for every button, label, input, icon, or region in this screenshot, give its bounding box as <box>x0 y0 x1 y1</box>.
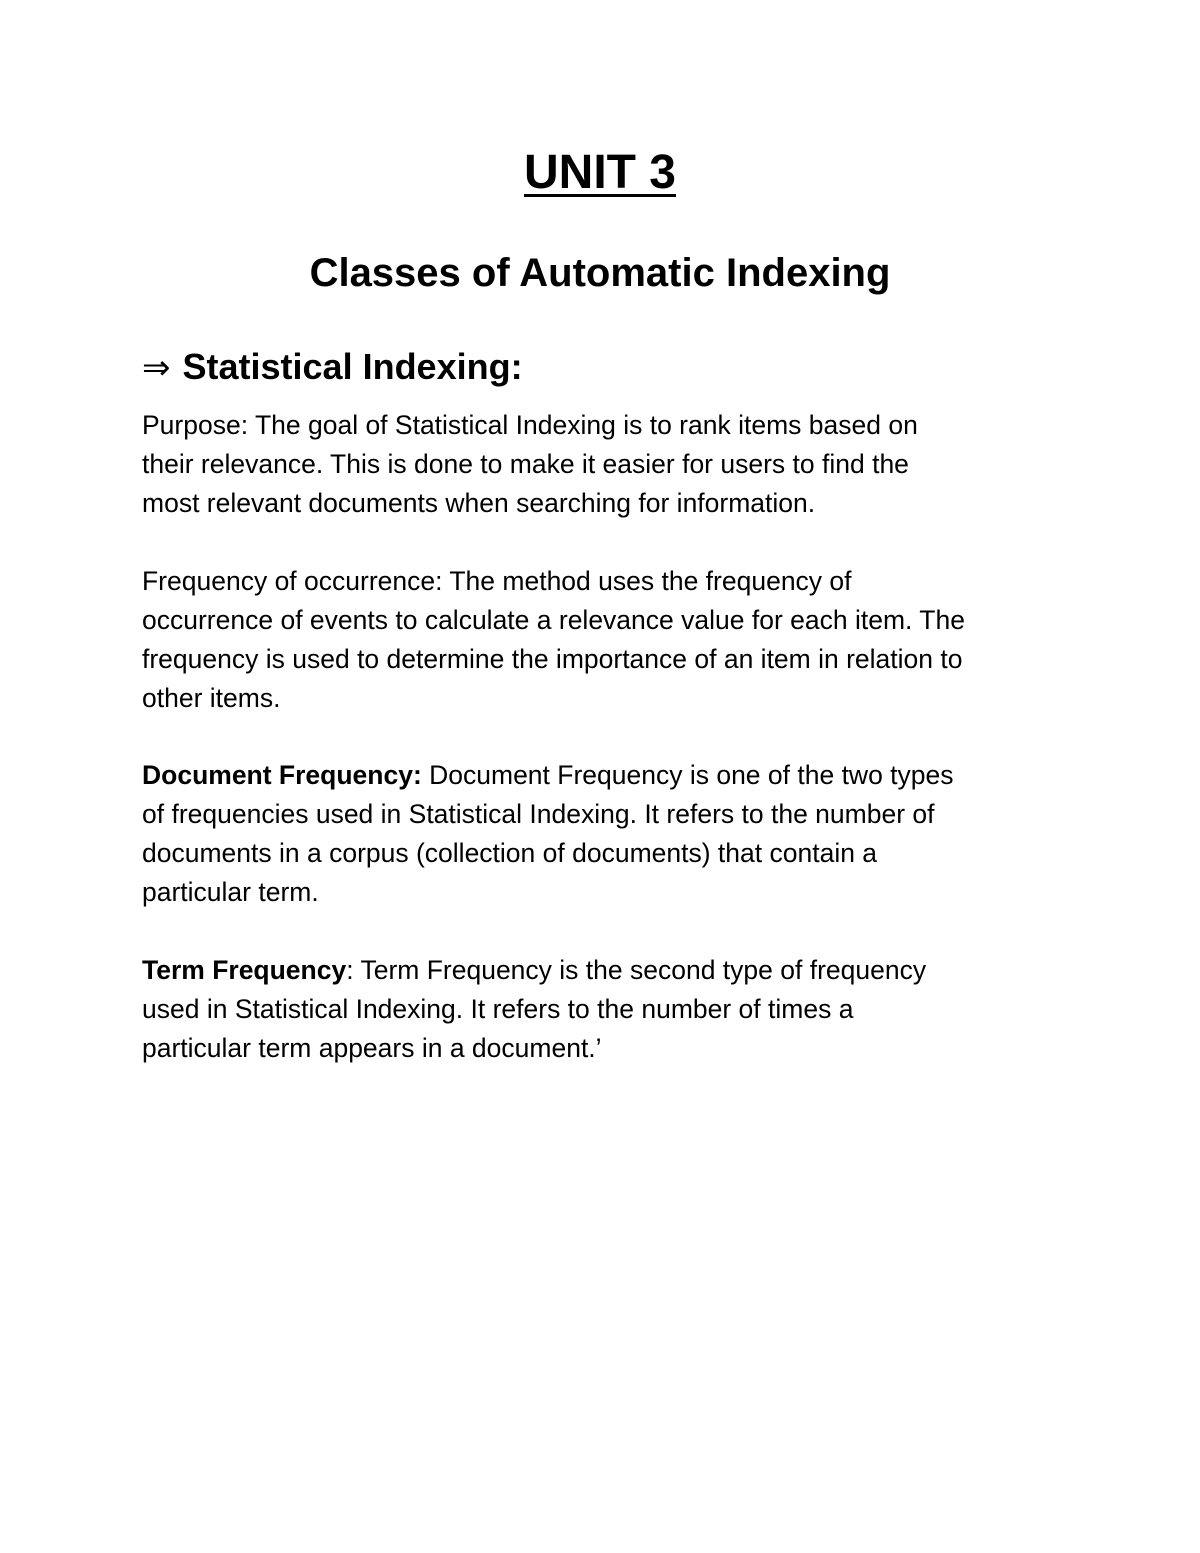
right-double-arrow-icon: ⇒ <box>142 348 171 388</box>
unit-title-text: UNIT 3 <box>523 146 676 199</box>
frequency-of-occurrence-paragraph <box>142 562 1072 718</box>
paragraph-line: documents in a corpus (collection of documents) that contain a <box>142 838 878 868</box>
section-heading <box>142 343 523 392</box>
document-subtitle: Classes of Automatic Indexing <box>309 251 891 295</box>
paragraph-line: Frequency of occurrence: The method uses the frequency of <box>142 566 852 596</box>
term-frequency-label: Term Frequency <box>142 955 347 985</box>
term-frequency-text: : Term Frequency is the second type of frequency <box>346 955 927 985</box>
document-frequency-label: Document Frequency: <box>142 760 422 790</box>
paragraph-line: particular term appears in a document.’ <box>142 1033 602 1063</box>
paragraph-line: of frequencies used in Statistical Indexing. It refers to the number of <box>142 799 935 829</box>
paragraph-line: frequency is used to determine the importance of an item in relation to <box>142 644 963 674</box>
paragraph-line: their relevance. This is done to make it easier for users to find the <box>142 449 909 479</box>
document-frequency-paragraph <box>142 756 1072 912</box>
paragraph-line <box>142 756 1072 795</box>
term-frequency-paragraph <box>142 951 1072 1068</box>
paragraph-line: Purpose: The goal of Statistical Indexing is to rank items based on <box>142 410 918 440</box>
purpose-paragraph <box>142 406 1072 523</box>
paragraph-line: other items. <box>142 683 281 713</box>
paragraph-line <box>142 951 1072 990</box>
section-heading-text: Statistical Indexing: <box>182 346 523 387</box>
unit-title <box>0 143 1200 203</box>
document-frequency-text: Document Frequency is one of the two types <box>421 760 954 790</box>
paragraph-line: particular term. <box>142 877 319 907</box>
paragraph-line: most relevant documents when searching for information. <box>142 488 816 518</box>
paragraph-line: used in Statistical Indexing. It refers to the number of times a <box>142 994 854 1024</box>
paragraph-line: occurrence of events to calculate a relevance value for each item. The <box>142 605 965 635</box>
